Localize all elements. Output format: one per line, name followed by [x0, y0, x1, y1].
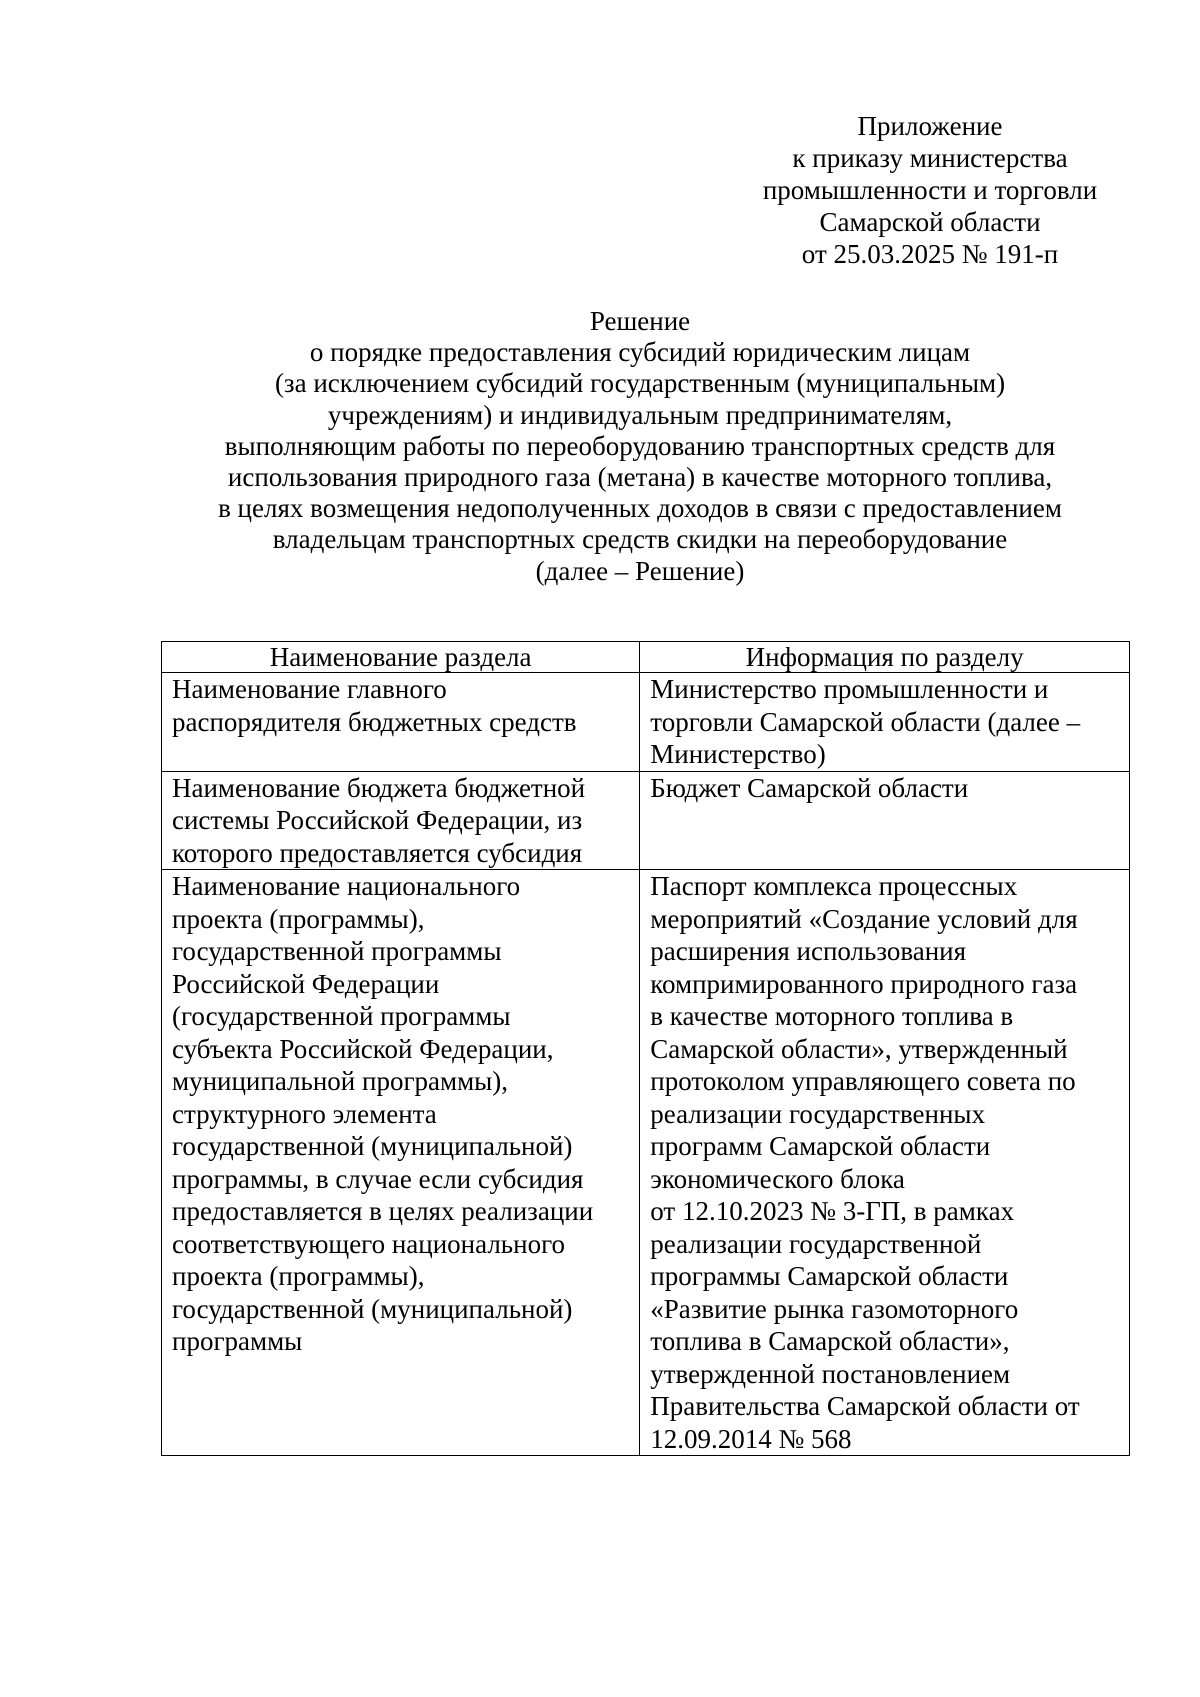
cell-line: Наименование главного [172, 674, 447, 704]
cell-line: компримированного природного газа [650, 968, 1078, 999]
appendix-line: Приложение [857, 111, 1003, 141]
appendix-line: промышленности и торговли [762, 175, 1098, 205]
cell-line: Самарской области», утвержденный [650, 1033, 1068, 1064]
cell-line: реализации государственной [650, 1228, 982, 1259]
cell-line: структурного элемента [172, 1098, 437, 1129]
cell-line: государственной (муниципальной) [172, 1293, 573, 1324]
cell-line: субъекта Российской Федерации, [172, 1033, 554, 1064]
cell-line: программы [172, 1326, 303, 1356]
header-section-name: Наименование раздела [162, 642, 640, 673]
appendix-line: к приказу министерства [792, 143, 1068, 173]
cell-line: (государственной программы [172, 1001, 511, 1031]
cell-line: программы Самарской области [650, 1261, 1009, 1291]
section-name-cell [162, 870, 640, 1456]
cell-line: топлива в Самарской области», [650, 1326, 1010, 1356]
table-row [162, 771, 1130, 870]
title-line: выполняющим работы по переоборудованию транспортных средств для [224, 430, 1056, 461]
cell-line: торговли Самарской области (далее – [650, 706, 1081, 737]
cell-line: 12.09.2014 № 568 [650, 1423, 852, 1454]
title-line: о порядке предоставления субсидий юридическим лицам [309, 337, 971, 368]
cell-line: программы, в случае если субсидия [172, 1163, 584, 1194]
appendix-block [720, 110, 1140, 270]
cell-line: которого предоставляется субсидия [172, 837, 583, 868]
info-table [161, 641, 1130, 1456]
cell-line: проекта (программы), [172, 1261, 425, 1291]
cell-line: протоколом управляющего совета по [650, 1066, 1076, 1096]
cell-line: проекта (программы), [172, 903, 425, 934]
cell-line: системы Российской Федерации, из [172, 805, 583, 835]
cell-line: от 12.10.2023 № 3-ГП, в рамках [650, 1196, 1015, 1226]
cell-line: Российской Федерации [172, 968, 440, 999]
cell-line: государственной программы [172, 936, 502, 966]
cell-line: Министерство промышленности и [650, 674, 1049, 704]
table-row [162, 870, 1130, 1456]
cell-line: соответствующего национального [172, 1228, 565, 1259]
title-line: Решение [589, 306, 691, 336]
cell-line: Наименование национального [172, 871, 521, 901]
document-title [150, 306, 1130, 587]
cell-line: Паспорт комплекса процессных [650, 871, 1018, 901]
cell-line: Бюджет Самарской области [650, 772, 969, 803]
cell-line: Министерство) [650, 739, 826, 769]
section-info-cell [640, 673, 1130, 772]
section-name-cell [162, 673, 640, 772]
table-row [162, 673, 1130, 772]
cell-line: мероприятий «Создание условий для [650, 903, 1078, 934]
cell-line: предоставляется в целях реализации [172, 1196, 594, 1226]
cell-line: реализации государственных [650, 1098, 986, 1129]
cell-line: экономического блока [650, 1163, 905, 1194]
section-info-cell [640, 771, 1130, 870]
cell-line: расширения использования [650, 936, 967, 966]
title-line: в целях возмещения недополученных доходов в связи с предоставлением [218, 493, 1062, 524]
title-line: владельцам транспортных средств скидки на переоборудование [272, 524, 1008, 555]
cell-line: программ Самарской области [650, 1131, 991, 1161]
cell-line: «Развитие рынка газомоторного [650, 1293, 1019, 1324]
cell-line: Правительства Самарской области от [650, 1391, 1080, 1421]
title-line: (далее – Решение) [535, 555, 745, 586]
title-line: учреждениям) и индивидуальным предпринимателям, [327, 399, 953, 430]
title-line: использования природного газа (метана) в качестве моторного топлива, [227, 462, 1053, 493]
title-line: (за исключением субсидий государственным (муниципальным) [274, 368, 1006, 399]
appendix-line: от 25.03.2025 № 191-п [801, 239, 1059, 269]
cell-line: государственной (муниципальной) [172, 1131, 573, 1161]
header-section-info: Информация по разделу [640, 642, 1130, 673]
table-header-row [162, 642, 1130, 673]
cell-line: распорядителя бюджетных средств [172, 706, 577, 737]
section-name-cell [162, 771, 640, 870]
cell-line: утвержденной постановлением [650, 1358, 1011, 1389]
cell-line: в качестве моторного топлива в [650, 1001, 1014, 1031]
cell-line: муниципальной программы), [172, 1066, 509, 1096]
appendix-line: Самарской области [819, 207, 1041, 237]
section-info-cell [640, 870, 1130, 1456]
cell-line: Наименование бюджета бюджетной [172, 772, 586, 803]
